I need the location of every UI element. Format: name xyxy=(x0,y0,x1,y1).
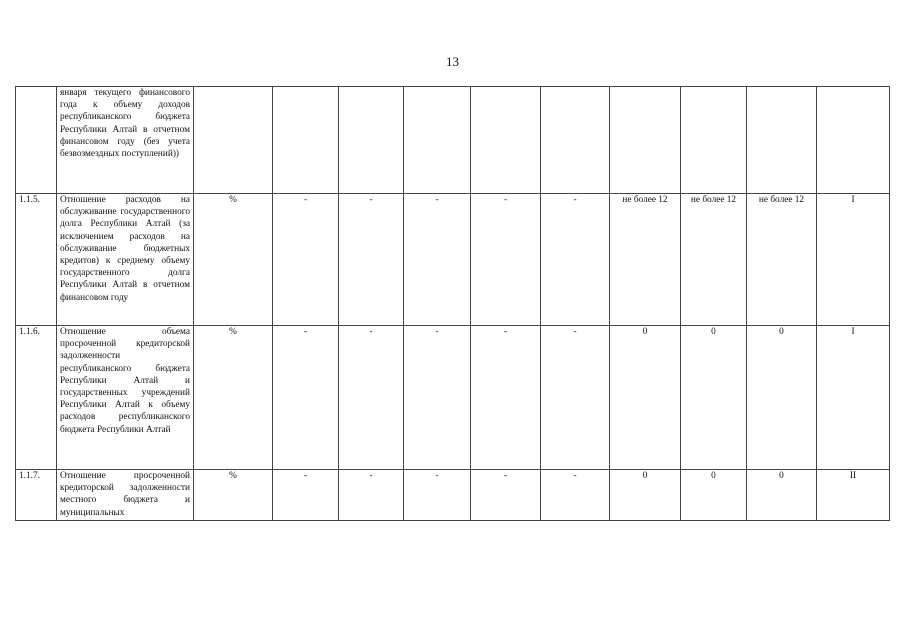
target-cell: 0 xyxy=(681,326,747,470)
group-cell: II xyxy=(817,470,890,521)
value-cell: - xyxy=(541,470,610,521)
unit-cell xyxy=(194,87,273,194)
value-cell xyxy=(471,87,541,194)
value-cell: - xyxy=(273,470,339,521)
group-cell xyxy=(817,87,890,194)
table-row xyxy=(16,326,890,470)
value-cell xyxy=(541,87,610,194)
value-cell: - xyxy=(339,470,404,521)
page-number: 13 xyxy=(446,54,459,69)
row-number: 1.1.5. xyxy=(16,194,57,326)
target-cell: 0 xyxy=(610,326,681,470)
target-cell: 0 xyxy=(610,470,681,521)
target-cell: 0 xyxy=(681,470,747,521)
table-row xyxy=(16,87,890,194)
value-cell: - xyxy=(339,194,404,326)
indicator-table xyxy=(15,86,890,521)
value-cell: - xyxy=(541,326,610,470)
indicator-name: Отношение просроченной кредиторской задолженности местного бюджета и муниципальных xyxy=(57,470,194,521)
value-cell: - xyxy=(404,194,471,326)
value-cell: - xyxy=(471,470,541,521)
value-cell xyxy=(339,87,404,194)
group-cell: I xyxy=(817,194,890,326)
table-row xyxy=(16,194,890,326)
value-cell: - xyxy=(273,194,339,326)
value-cell: - xyxy=(339,326,404,470)
row-number xyxy=(16,87,57,194)
value-cell xyxy=(273,87,339,194)
indicator-name: января текущего финансового года к объему доходов республиканского бюджета Республики Алтай в отчетном финансовом году (без учета безвозмездных поступлений)) xyxy=(57,87,194,194)
target-cell: 0 xyxy=(747,470,817,521)
value-cell: - xyxy=(404,470,471,521)
value-cell: - xyxy=(471,194,541,326)
table-row xyxy=(16,470,890,521)
unit-cell: % xyxy=(194,326,273,470)
indicator-name: Отношение объема просроченной кредиторской задолженности республиканского бюджета Республики Алтай и государственных учреждений Республики Алтай к объему расходов республиканского бюджета Республики Алтай xyxy=(57,326,194,470)
target-cell xyxy=(681,87,747,194)
value-cell: - xyxy=(471,326,541,470)
target-cell: не более 12 xyxy=(747,194,817,326)
value-cell: - xyxy=(541,194,610,326)
target-cell: 0 xyxy=(747,326,817,470)
group-cell: I xyxy=(817,326,890,470)
target-cell: не более 12 xyxy=(610,194,681,326)
row-number: 1.1.7. xyxy=(16,470,57,521)
unit-cell: % xyxy=(194,194,273,326)
unit-cell: % xyxy=(194,470,273,521)
target-cell: не более 12 xyxy=(681,194,747,326)
target-cell xyxy=(610,87,681,194)
value-cell: - xyxy=(273,326,339,470)
value-cell xyxy=(404,87,471,194)
target-cell xyxy=(747,87,817,194)
indicator-name: Отношение расходов на обслуживание государственного долга Республики Алтай (за исключением расходов на обслуживание бюджетных кредитов) к среднему объему государственного долга Республики Алтай в отчетном финансовом году xyxy=(57,194,194,326)
value-cell: - xyxy=(404,326,471,470)
row-number: 1.1.6. xyxy=(16,326,57,470)
